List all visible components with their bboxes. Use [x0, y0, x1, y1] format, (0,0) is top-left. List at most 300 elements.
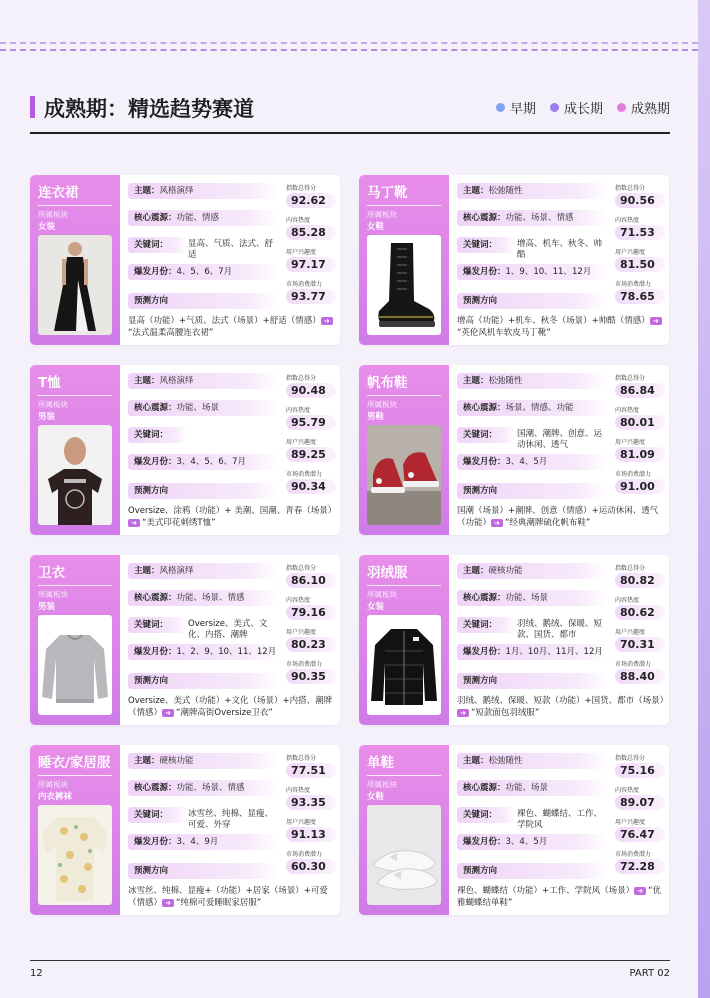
theme-row	[128, 563, 278, 579]
category-value: 女装	[38, 222, 56, 232]
forecast-row	[128, 483, 278, 499]
core-value: 功能、场景、情感	[505, 213, 574, 223]
keywords-value: 显高、气质、法式、舒适	[188, 239, 274, 260]
months-value: 1、2、9、10、11、12月	[176, 647, 277, 657]
keywords-value: 裸色、蝴蝶结、工作、学院风	[517, 809, 603, 830]
metric-label: 内容热度	[615, 407, 640, 414]
card-header-panel	[30, 555, 120, 725]
keywords-label: 关键词：	[134, 430, 169, 440]
product-image	[38, 235, 112, 335]
trend-card	[359, 745, 669, 915]
months-row	[457, 454, 607, 470]
metric-value: 88.40	[615, 669, 665, 684]
metric-value: 80.62	[615, 605, 665, 620]
metric-value: 70.31	[615, 637, 665, 652]
score-metric	[286, 627, 336, 652]
forecast-row	[457, 863, 607, 879]
core-row	[457, 780, 607, 796]
score-metric	[286, 279, 336, 304]
stage-legend	[496, 98, 670, 117]
category-label: 所属板块	[38, 590, 68, 599]
months-label: 爆发月份：	[134, 457, 177, 467]
category-label: 所属板块	[38, 780, 68, 789]
keywords-value: 冰雪丝、纯棉、显瘦、可爱、外穿	[188, 809, 274, 830]
card-header-panel	[30, 175, 120, 345]
metric-value: 86.84	[615, 383, 665, 398]
arrow-right-icon: ➜	[162, 899, 174, 907]
metric-label: 指数总得分	[286, 565, 317, 572]
forecast-label: 预测方向	[134, 296, 169, 306]
trend-card	[30, 175, 340, 345]
core-row	[457, 400, 607, 416]
score-metric	[286, 849, 336, 874]
product-name: “优雅蝴蝶结单鞋”	[457, 886, 662, 908]
months-label: 爆发月份：	[134, 267, 177, 277]
theme-value: 风格演绎	[159, 376, 194, 386]
forecast-row	[457, 483, 607, 499]
score-metric	[615, 659, 665, 684]
card-header-panel	[30, 365, 120, 535]
theme-value: 硬核功能	[488, 566, 523, 576]
metric-label: 市场消费潜力	[615, 471, 652, 478]
metric-label: 内容热度	[286, 217, 311, 224]
trend-card	[359, 555, 669, 725]
metric-value: 90.34	[286, 479, 336, 494]
core-value: 功能、场景	[505, 593, 549, 603]
card-header-panel	[359, 365, 449, 535]
product-image	[367, 425, 441, 525]
theme-row	[128, 183, 278, 199]
forecast-text	[128, 505, 336, 529]
metric-label: 内容热度	[286, 787, 311, 794]
metric-value: 92.62	[286, 193, 336, 208]
product-image	[38, 425, 112, 525]
category-label: 所属板块	[38, 400, 68, 409]
metric-value: 93.77	[286, 289, 336, 304]
category-label: 所属板块	[367, 210, 397, 219]
score-metric	[286, 563, 336, 588]
score-metric	[615, 595, 665, 620]
metric-value: 97.17	[286, 257, 336, 272]
metric-value: 91.13	[286, 827, 336, 842]
card-title-divider	[38, 395, 112, 396]
keywords-row	[457, 617, 515, 633]
theme-value: 风格演绎	[159, 566, 194, 576]
metric-label: 用户兴趣度	[615, 629, 646, 636]
core-row	[128, 590, 278, 606]
metric-value: 72.28	[615, 859, 665, 874]
legend-dot	[496, 103, 505, 112]
months-label: 爆发月份：	[463, 647, 506, 657]
core-label: 核心震源：	[134, 403, 177, 413]
core-label: 核心震源：	[134, 783, 177, 793]
keywords-label: 关键词：	[463, 430, 498, 440]
months-row	[457, 264, 607, 280]
forecast-text	[457, 885, 665, 909]
metric-value: 90.48	[286, 383, 336, 398]
months-value: 1、9、10、11、12月	[505, 267, 592, 277]
metric-value: 81.09	[615, 447, 665, 462]
theme-row	[457, 373, 607, 389]
score-metric	[615, 785, 665, 810]
forecast-row	[128, 673, 278, 689]
theme-label: 主题：	[134, 566, 160, 576]
keywords-label: 关键词：	[463, 240, 498, 250]
months-row	[128, 454, 278, 470]
trend-card	[30, 555, 340, 725]
theme-label: 主题：	[134, 186, 160, 196]
keywords-label: 关键词：	[134, 810, 169, 820]
core-label: 核心震源：	[463, 403, 506, 413]
card-title: 卫衣	[38, 565, 65, 581]
forecast-label: 预测方向	[463, 866, 498, 876]
core-row	[128, 400, 278, 416]
keywords-row	[128, 807, 186, 823]
forecast-value: 增高（功能）+机车、秋冬（场景）+帅酷（情感）	[457, 316, 650, 326]
trend-card	[30, 365, 340, 535]
metric-label: 市场消费潜力	[615, 281, 652, 288]
forecast-label: 预测方向	[134, 486, 169, 496]
product-name: “英伦风机车软皮马丁靴”	[457, 328, 551, 338]
metric-label: 指数总得分	[615, 565, 646, 572]
score-metric	[615, 437, 665, 462]
forecast-label: 预测方向	[463, 486, 498, 496]
forecast-row	[128, 863, 278, 879]
metric-label: 内容热度	[286, 597, 311, 604]
score-metric	[286, 785, 336, 810]
months-value: 3、4、5月	[505, 837, 548, 847]
forecast-label: 预测方向	[463, 676, 498, 686]
metric-value: 90.56	[615, 193, 665, 208]
metric-value: 93.35	[286, 795, 336, 810]
category-label: 所属板块	[38, 210, 68, 219]
category-value: 女鞋	[367, 792, 385, 802]
card-title-divider	[367, 395, 441, 396]
legend-item-early	[496, 98, 536, 117]
category-value: 男装	[38, 412, 56, 422]
score-metric	[286, 469, 336, 494]
category-label: 所属板块	[367, 400, 397, 409]
arrow-right-icon: ➜	[457, 709, 469, 717]
forecast-text	[128, 315, 336, 339]
category-label: 所属板块	[367, 780, 397, 789]
arrow-right-icon: ➜	[650, 317, 662, 325]
forecast-value: 裸色、蝴蝶结（功能）+工作、学院风（场景）	[457, 886, 635, 896]
metric-label: 指数总得分	[615, 375, 646, 382]
metric-value: 80.82	[615, 573, 665, 588]
score-metric	[615, 849, 665, 874]
keywords-row	[457, 237, 515, 253]
theme-label: 主题：	[463, 756, 489, 766]
score-metric	[615, 373, 665, 398]
keywords-row	[457, 807, 515, 823]
metric-value: 71.53	[615, 225, 665, 240]
metric-label: 内容热度	[615, 597, 640, 604]
metric-label: 指数总得分	[286, 755, 317, 762]
decorative-side-stripe	[698, 0, 710, 998]
decorative-dashed-line	[0, 33, 698, 51]
metric-value: 89.07	[615, 795, 665, 810]
keywords-row	[128, 237, 186, 253]
trend-card	[359, 365, 669, 535]
months-row	[457, 644, 607, 660]
category-value: 男鞋	[367, 412, 385, 422]
forecast-value: 显高（功能）+气质、法式（场景）+舒适（情感）	[128, 316, 321, 326]
product-image	[38, 805, 112, 905]
card-header-panel	[359, 745, 449, 915]
core-value: 功能、场景、情感	[176, 783, 245, 793]
core-value: 功能、情感	[176, 213, 220, 223]
arrow-right-icon: ➜	[128, 519, 140, 527]
metric-label: 用户兴趣度	[615, 819, 646, 826]
score-metric	[286, 659, 336, 684]
score-metric	[286, 373, 336, 398]
keywords-label: 关键词：	[463, 620, 498, 630]
metric-label: 市场消费潜力	[615, 661, 652, 668]
metric-label: 市场消费潜力	[286, 471, 323, 478]
card-title: 羽绒服	[367, 565, 408, 581]
forecast-text	[457, 695, 669, 719]
card-title: T恤	[38, 375, 61, 391]
metric-label: 指数总得分	[286, 185, 317, 192]
category-value: 男装	[38, 602, 56, 612]
metric-label: 用户兴趣度	[286, 439, 317, 446]
score-metric	[286, 405, 336, 430]
score-metric	[615, 405, 665, 430]
theme-label: 主题：	[134, 376, 160, 386]
forecast-row	[457, 673, 607, 689]
score-metric	[286, 437, 336, 462]
card-title: 连衣裙	[38, 185, 79, 201]
forecast-value: 国潮（场景）+潮牌、创意（情感）+运动休闲、透气（功能）	[457, 506, 659, 528]
score-metric	[615, 753, 665, 778]
theme-row	[457, 183, 607, 199]
theme-row	[128, 753, 278, 769]
core-value: 场景、情感、功能	[505, 403, 574, 413]
product-image	[367, 235, 441, 335]
metric-label: 内容热度	[615, 787, 640, 794]
footer-divider	[30, 960, 670, 961]
core-label: 核心震源：	[134, 213, 177, 223]
metric-value: 85.28	[286, 225, 336, 240]
score-metric	[286, 753, 336, 778]
forecast-label: 预测方向	[134, 866, 169, 876]
theme-value: 松弛随性	[488, 756, 523, 766]
category-value: 女装	[367, 602, 385, 612]
header-divider	[30, 132, 670, 134]
legend-label: 成熟期	[630, 102, 670, 117]
metric-value: 80.23	[286, 637, 336, 652]
months-value: 3、4、5、6、7月	[176, 457, 247, 467]
metric-value: 90.35	[286, 669, 336, 684]
card-title-divider	[38, 585, 112, 586]
forecast-text	[128, 885, 336, 909]
months-value: 3、4、5月	[505, 457, 548, 467]
theme-value: 风格演绎	[159, 186, 194, 196]
months-value: 4、5、6、7月	[176, 267, 233, 277]
forecast-value: Oversize、美式（功能）+文化（场景）+内搭、潮牌（情感）	[128, 696, 333, 718]
core-row	[457, 210, 607, 226]
score-metric	[286, 247, 336, 272]
core-row	[128, 210, 278, 226]
score-metric	[615, 279, 665, 304]
keywords-label: 关键词：	[463, 810, 498, 820]
score-metric	[286, 817, 336, 842]
months-label: 爆发月份：	[463, 267, 506, 277]
metric-label: 市场消费潜力	[286, 851, 323, 858]
core-label: 核心震源：	[463, 783, 506, 793]
card-title-divider	[38, 205, 112, 206]
forecast-text	[457, 505, 665, 529]
metric-label: 市场消费潜力	[286, 281, 323, 288]
theme-row	[457, 753, 607, 769]
arrow-right-icon: ➜	[162, 709, 174, 717]
card-title: 帆布鞋	[367, 375, 408, 391]
core-row	[457, 590, 607, 606]
metric-label: 指数总得分	[286, 375, 317, 382]
months-row	[457, 834, 607, 850]
core-row	[128, 780, 278, 796]
metric-value: 78.65	[615, 289, 665, 304]
metric-value: 89.25	[286, 447, 336, 462]
metric-value: 91.00	[615, 479, 665, 494]
product-image	[38, 615, 112, 715]
part-label: PART 02	[629, 968, 670, 979]
metric-label: 用户兴趣度	[615, 439, 646, 446]
keywords-row	[128, 617, 186, 633]
metric-value: 86.10	[286, 573, 336, 588]
metric-label: 用户兴趣度	[286, 629, 317, 636]
metric-label: 指数总得分	[615, 185, 646, 192]
core-value: 功能、场景	[176, 403, 220, 413]
score-metric	[615, 563, 665, 588]
score-metric	[286, 215, 336, 240]
arrow-right-icon: ➜	[634, 887, 646, 895]
category-value: 内衣裤袜	[38, 792, 73, 802]
metric-value: 95.79	[286, 415, 336, 430]
metric-label: 用户兴趣度	[615, 249, 646, 256]
product-image	[367, 615, 441, 715]
metric-value: 80.01	[615, 415, 665, 430]
legend-dot	[617, 103, 626, 112]
arrow-right-icon: ➜	[491, 519, 503, 527]
metric-label: 用户兴趣度	[286, 249, 317, 256]
keywords-value: 国潮、潮牌、创意、运动休闲、透气	[517, 429, 603, 450]
legend-dot	[550, 103, 559, 112]
theme-row	[128, 373, 278, 389]
core-label: 核心震源：	[463, 213, 506, 223]
metric-label: 指数总得分	[615, 755, 646, 762]
metric-value: 81.50	[615, 257, 665, 272]
months-row	[128, 644, 278, 660]
keywords-label: 关键词：	[134, 620, 169, 630]
trend-card	[30, 745, 340, 915]
category-value: 女鞋	[367, 222, 385, 232]
card-title-divider	[38, 775, 112, 776]
metric-value: 77.51	[286, 763, 336, 778]
metric-label: 内容热度	[615, 217, 640, 224]
title-accent-bar	[30, 96, 35, 118]
metric-label: 市场消费潜力	[615, 851, 652, 858]
score-metric	[615, 627, 665, 652]
forecast-text	[457, 315, 665, 339]
theme-label: 主题：	[463, 186, 489, 196]
keywords-row	[128, 427, 186, 443]
category-label: 所属板块	[367, 590, 397, 599]
metric-label: 市场消费潜力	[286, 661, 323, 668]
months-label: 爆发月份：	[134, 647, 177, 657]
card-title-divider	[367, 205, 441, 206]
metric-label: 用户兴趣度	[286, 819, 317, 826]
product-name: “短款面包羽绒服”	[471, 708, 540, 718]
theme-value: 松弛随性	[488, 186, 523, 196]
score-metric	[615, 215, 665, 240]
forecast-value: Oversize、涂鸦（功能）+ 美潮、国潮、青春（场景）	[128, 506, 337, 516]
score-metric	[615, 469, 665, 494]
core-value: 功能、场景、情感	[176, 593, 245, 603]
forecast-row	[128, 293, 278, 309]
product-name: “法式温柔高腰连衣裙”	[128, 328, 214, 338]
score-metric	[286, 595, 336, 620]
forecast-label: 预测方向	[134, 676, 169, 686]
legend-item-mature	[617, 98, 670, 117]
months-row	[128, 834, 278, 850]
card-title-divider	[367, 775, 441, 776]
forecast-text	[128, 695, 336, 719]
forecast-label: 预测方向	[463, 296, 498, 306]
product-image	[367, 805, 441, 905]
metric-value: 75.16	[615, 763, 665, 778]
trend-card	[359, 175, 669, 345]
legend-label: 早期	[509, 102, 536, 117]
keywords-row	[457, 427, 515, 443]
metric-value: 76.47	[615, 827, 665, 842]
card-title-divider	[367, 585, 441, 586]
card-title: 睡衣/家居服	[38, 755, 111, 771]
card-title: 马丁靴	[367, 185, 408, 201]
theme-row	[457, 563, 607, 579]
keywords-value: 增高、机车、秋冬、帅酷	[517, 239, 603, 260]
product-name: “潮牌高街Oversize卫衣”	[176, 708, 273, 718]
product-name: “纯棉可爱睡眠家居服”	[176, 898, 262, 908]
card-header-panel	[30, 745, 120, 915]
forecast-value: 羽绒、鹅绒、保暖、短款（功能）+国货、都市（场景）	[457, 696, 669, 706]
page-title: 成熟期：精选趋势赛道	[44, 97, 254, 121]
months-value: 3、4、9月	[176, 837, 219, 847]
product-name: “经典潮牌硫化帆布鞋”	[505, 518, 591, 528]
months-label: 爆发月份：	[463, 837, 506, 847]
page-number: 12	[30, 968, 43, 979]
core-value: 功能、场景	[505, 783, 549, 793]
card-header-panel	[359, 555, 449, 725]
theme-label: 主题：	[463, 376, 489, 386]
score-metric	[615, 817, 665, 842]
score-metric	[615, 183, 665, 208]
core-label: 核心震源：	[134, 593, 177, 603]
months-label: 爆发月份：	[463, 457, 506, 467]
arrow-right-icon: ➜	[321, 317, 333, 325]
metric-value: 60.30	[286, 859, 336, 874]
core-label: 核心震源：	[463, 593, 506, 603]
forecast-row	[457, 293, 607, 309]
keywords-value: Oversize、美式、文化、内搭、潮牌	[188, 619, 268, 640]
card-title: 单鞋	[367, 755, 394, 771]
theme-value: 松弛随性	[488, 376, 523, 386]
months-row	[128, 264, 278, 280]
card-header-panel	[359, 175, 449, 345]
legend-item-growth	[550, 98, 603, 117]
forecast-value: 冰雪丝、纯棉、显瘦+（功能）+居家（场景）+可爱（情感）	[128, 886, 328, 908]
